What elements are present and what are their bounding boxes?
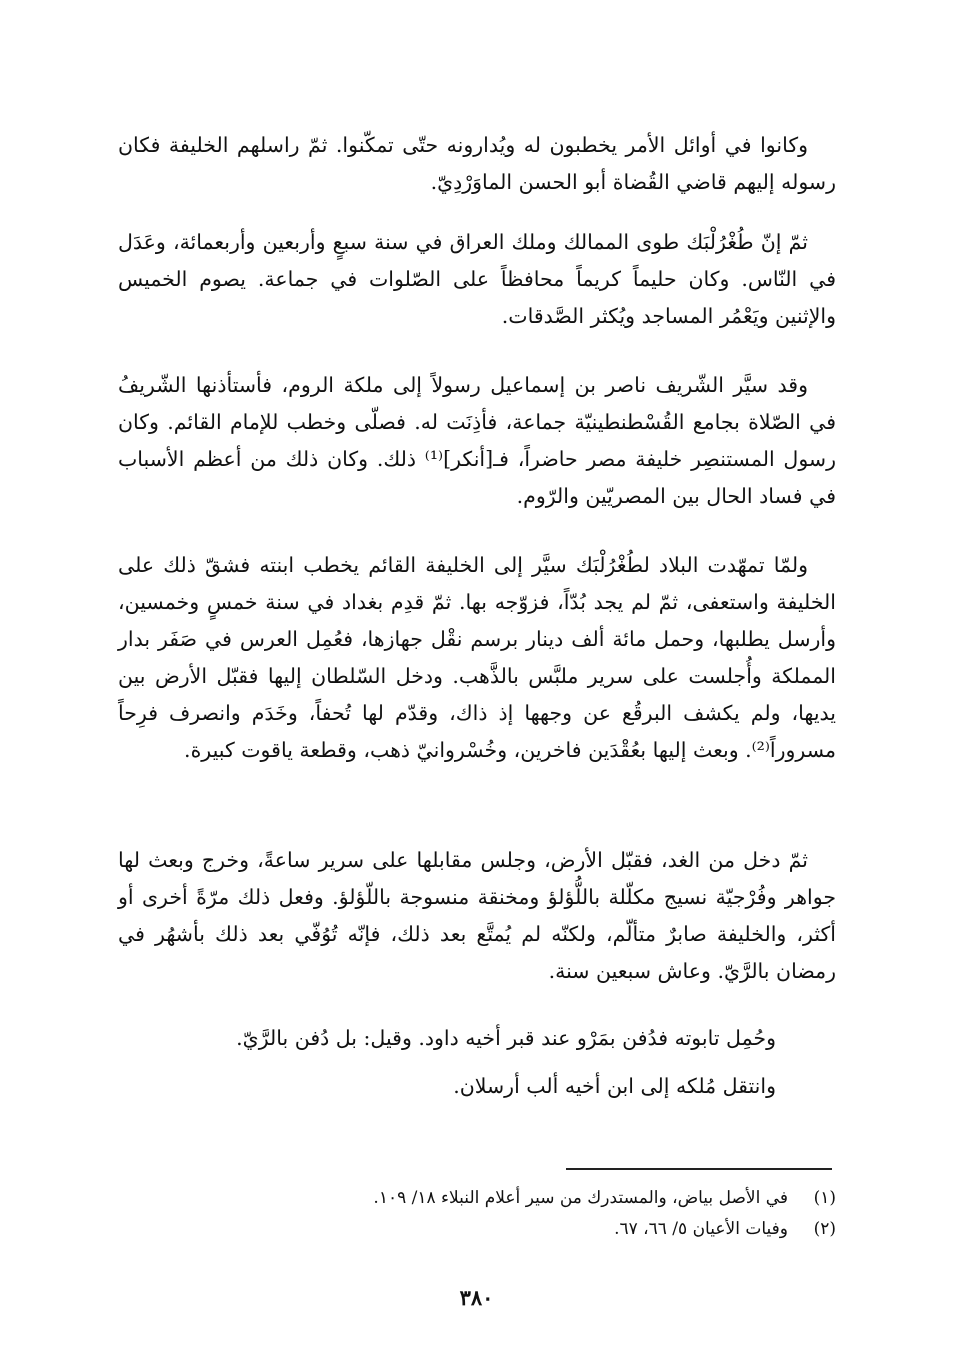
footnote-text: في الأصل بياض، والمستدرك من سير أعلام النبلاء ١٨/ ١٠٩. (373, 1188, 788, 1208)
footnote-text: وفيات الأعيان ٥/ ٦٦، ٦٧. (614, 1219, 788, 1239)
paragraph-3: وقد سيَّر الشّريف ناصر بن إسماعيل رسولاً إلى ملكة الروم، فأستأذنها الشّريفُ في الصّلاة بجامع القُسْطنطينيّة جماعة، فأذِنَت له. فصلّى وخطب للإمام القائم. وكان رسول المستنصِر خليفة مصر حاضراً، فـ[أنكر]⁽¹⁾ ذلك. وكان ذلك من أعظم الأسباب في فساد الحال بين المصريّين والرّوم. (118, 373, 836, 508)
paragraph-7: وانتقل مُلكه إلى ابن أخيه ألب أرسلان. (453, 1074, 776, 1098)
paragraph-5: ثمّ دخل من الغد، فقبّل الأرض، وجلس مقابلها على سرير ساعةً، وخرج وبعث لها جواهر وفُرْجيّة نسيج مكلّلة باللُّؤلؤ ومخنقة منسوجة باللّؤلؤ. وفعل ذلك مرّةً أخرى أو أكثر، والخليفة صابرٌ متألّم، ولكنّه لم يُمتَّع بعد ذلك، فإنّه تُوُفّي بعد ذلك بأشهُر في رمضان بالرَّيّ. وعاش سبعين سنة. (118, 848, 836, 983)
footnote-divider (566, 1168, 832, 1170)
footnote-2 (120, 1214, 836, 1245)
footnote-number: (١) (813, 1188, 836, 1208)
page-number: ٣٨٠ (459, 1285, 494, 1310)
footnotes-list (120, 1183, 836, 1245)
paragraph-1: وكانوا في أوائل الأمر يخطبون له ويُدارونه حتّى تمكّنوا. ثمّ راسلهم الخليفة فكان رسوله إليهم قاضي القُضاة أبو الحسن الماوَرْدِيّ. (118, 133, 836, 194)
footnote-1 (120, 1183, 836, 1214)
footnote-number: (٢) (813, 1219, 836, 1239)
paragraph-6: وحُمِل تابوته فدُفن بمَرْو عند قبر أخيه داود. وقيل: بل دُفن بالرَّيّ. (236, 1026, 776, 1050)
paragraph-2: ثمّ إنّ طُغْرُلْبَك طوى الممالك وملك العراق في سنة سبعٍ وأربعين وأربعمائة، وعَدَل في النّاس. وكان حليماً كريماً محافظاً على الصّلوات في جماعة. يصوم الخميس والإثنين ويَعْمُر المساجد ويُكثر الصَّدقات. (118, 230, 836, 328)
paragraph-4: ولمّا تمهّدت البلاد لطُغْرُلْبَك سيَّر إلى الخليفة القائم يخطب ابنته فشقّ ذلك على الخليفة واستعفى، ثمّ لم يجد بُدّاً، فزوّجه بها. ثمّ قدِم بغداد في سنة خمسٍ وخمسين، وأرسل يطلبها، وحمل مائة ألف دينار برسم نقْل جهازها، فعُمِل العرس في صَفَر بدار المملكة وأُجلست على سرير ملبَّس بالذَّهب. ودخل السّلطان إليها فقبّل الأرض بين يديها، ولم يكشف البرقُع عن وجهها إذ ذاك، وقدّم لها تُحفاً، وخَدَم وانصرف فرِحاً مسروراً⁽²⁾. وبعث إليها بعُقْدَين فاخرين، وخُسْروانيّ ذهب، وقطعة ياقوت كبيرة. (118, 553, 837, 762)
